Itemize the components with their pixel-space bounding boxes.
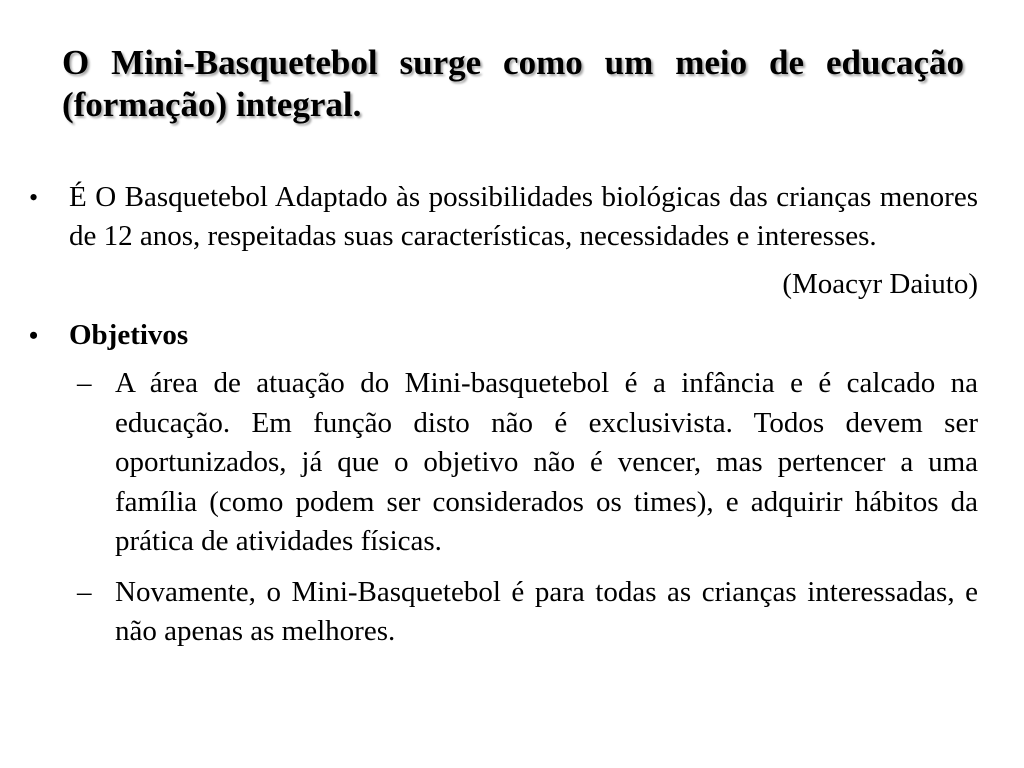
dash-marker: – bbox=[77, 367, 92, 399]
bullet-definition bbox=[27, 178, 978, 256]
sub-item-all-children bbox=[27, 573, 978, 652]
sub-item-area-text: A área de atuação do Mini-basquetebol é a infância e é calcado na educação. Em função disto não é exclusivista. Todos devem ser oportunizados, já que o objetivo não é vencer, mas pertencer a uma família (como podem ser considerados os times), e adquirir hábitos da prática de atividades físicas. bbox=[115, 367, 978, 557]
objectives-heading: Objetivos bbox=[69, 319, 189, 351]
bullet-marker: • bbox=[29, 183, 39, 212]
bullet-definition-text: É O Basquetebol Adaptado às possibilidades biológicas das crianças menores de 12 anos, respeitadas suas características, necessidades e interesses. bbox=[69, 181, 978, 252]
sub-item-all-children-text: Novamente, o Mini-Basquetebol é para todas as crianças interessadas, e não apenas as melhores. bbox=[115, 575, 978, 647]
bullet-objectives bbox=[27, 316, 978, 355]
bullet-marker: • bbox=[29, 321, 39, 350]
dash-marker: – bbox=[77, 575, 92, 608]
slide-title: O Mini-Basquetebol surge como um meio de educação (formação) integral. bbox=[62, 43, 964, 124]
slide-content bbox=[27, 178, 978, 652]
citation: (Moacyr Daiuto) bbox=[782, 268, 978, 300]
sub-item-area bbox=[27, 364, 978, 562]
